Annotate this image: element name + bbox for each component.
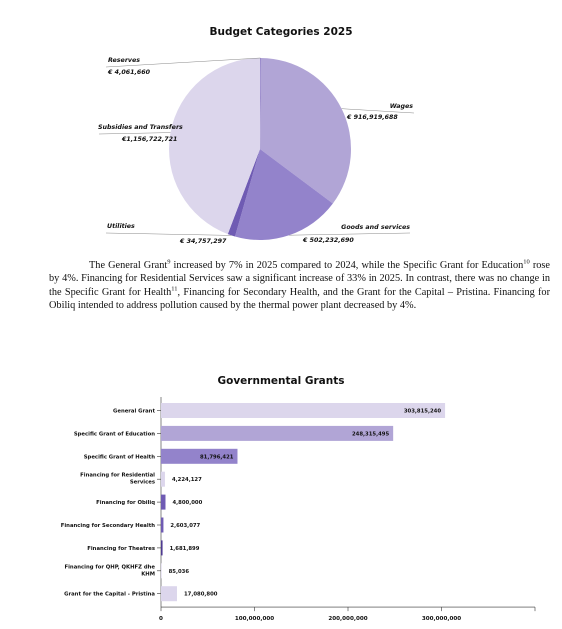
pie-leader-line-goods-and-services bbox=[289, 233, 410, 235]
bar-value-label: 248,315,495 bbox=[351, 431, 390, 438]
grants-bar-chart bbox=[0, 393, 562, 629]
footnote-ref-9[interactable]: 9 bbox=[167, 258, 171, 266]
bar-category-label: Grant for the Capital - Pristina bbox=[64, 591, 155, 598]
pie-value-label-goods-and-services: € 502,232,690 bbox=[303, 237, 354, 244]
pie-label-utilities: Utilities bbox=[107, 223, 135, 230]
body-paragraph bbox=[49, 259, 550, 313]
pie-value-label-utilities: € 34,757,297 bbox=[180, 238, 227, 245]
paragraph-text-1: The General Grant bbox=[89, 260, 168, 271]
footnote-ref-10[interactable]: 10 bbox=[523, 258, 530, 266]
bar-category-label: Financing for Theatres bbox=[87, 545, 155, 552]
x-tick-label: 0 bbox=[159, 616, 163, 623]
bar-financing-for-obiliq bbox=[161, 495, 165, 510]
bar-grant-for-the-capital-pristina bbox=[161, 586, 177, 601]
pie-label-subsidies-and-transfers: Subsidies and Transfers bbox=[98, 124, 183, 131]
bar-value-label: 4,224,127 bbox=[171, 477, 202, 484]
bar-value-label: 4,800,000 bbox=[172, 500, 203, 507]
bar-category-label: Services bbox=[129, 479, 155, 486]
footnote-ref-11[interactable]: 11 bbox=[171, 285, 178, 293]
bar-financing-for-residential-services bbox=[161, 472, 165, 487]
bar-category-label: Financing for Obiliq bbox=[96, 500, 155, 507]
bar-category-label: KHM bbox=[141, 571, 155, 578]
bar-financing-for-secondary-health bbox=[161, 518, 163, 533]
bar-value-label: 81,796,421 bbox=[199, 454, 234, 461]
pie-value-label-subsidies-and-transfers: €1,156,722,721 bbox=[122, 136, 178, 143]
pie-chart-title: Budget Categories 2025 bbox=[209, 26, 353, 38]
pie-value-label-reserves: € 4,061,660 bbox=[108, 69, 151, 76]
bar-financing-for-qhp-qkhfz-dhe-khm bbox=[161, 563, 162, 578]
paragraph-text-2: increased by 7% in 2025 compared to 2024, while the Specific Grant for Education bbox=[170, 260, 524, 271]
bar-general-grant bbox=[161, 403, 445, 418]
pie-value-label-wages: € 916,919,688 bbox=[347, 114, 398, 121]
bar-value-label: 1,681,899 bbox=[169, 545, 200, 552]
x-tick-label: 300,000,000 bbox=[421, 616, 462, 623]
pie-label-wages: Wages bbox=[389, 103, 413, 110]
bar-value-label: 17,080,800 bbox=[183, 591, 218, 598]
bar-category-label: Specific Grant of Education bbox=[73, 431, 155, 438]
bar-value-label: 85,036 bbox=[168, 568, 190, 575]
bar-category-label: Specific Grant of Health bbox=[83, 454, 155, 461]
bar-value-label: 2,603,077 bbox=[170, 523, 201, 529]
pie-leader-line-subsidies-and-transfers bbox=[99, 133, 171, 134]
paragraph-text-4: , Financing for Secondary Health, and the Grant for the Capital – Pristina. Financing for Obiliq intended to address pollution caused by the thermal power plant decreased by 4%. bbox=[49, 286, 551, 312]
bar-category-label: Financing for Residential bbox=[80, 472, 155, 479]
paragraph-text-3: rose by 4%. Financing for Residential Services saw a significant increase of 33% in 2025. In contrast, there was no change in the Specific Grant for Health bbox=[49, 260, 551, 298]
x-tick-label: 100,000,000 bbox=[234, 616, 275, 623]
bar-chart-title: Governmental Grants bbox=[217, 375, 345, 387]
pie-leader-line-utilities bbox=[106, 233, 231, 235]
pie-label-reserves: Reserves bbox=[108, 57, 141, 64]
x-tick-label: 200,000,000 bbox=[328, 616, 368, 623]
bar-category-label: Financing for Secondary Health bbox=[60, 523, 155, 529]
bar-financing-for-theatres bbox=[161, 540, 163, 555]
budget-pie-chart bbox=[0, 0, 562, 250]
bar-value-label: 303,815,240 bbox=[403, 408, 442, 415]
bar-category-label: General Grant bbox=[113, 408, 155, 415]
pie-label-goods-and-services: Goods and services bbox=[341, 224, 410, 231]
bar-category-label: Financing for QHP, QKHFZ dhe bbox=[64, 564, 155, 571]
